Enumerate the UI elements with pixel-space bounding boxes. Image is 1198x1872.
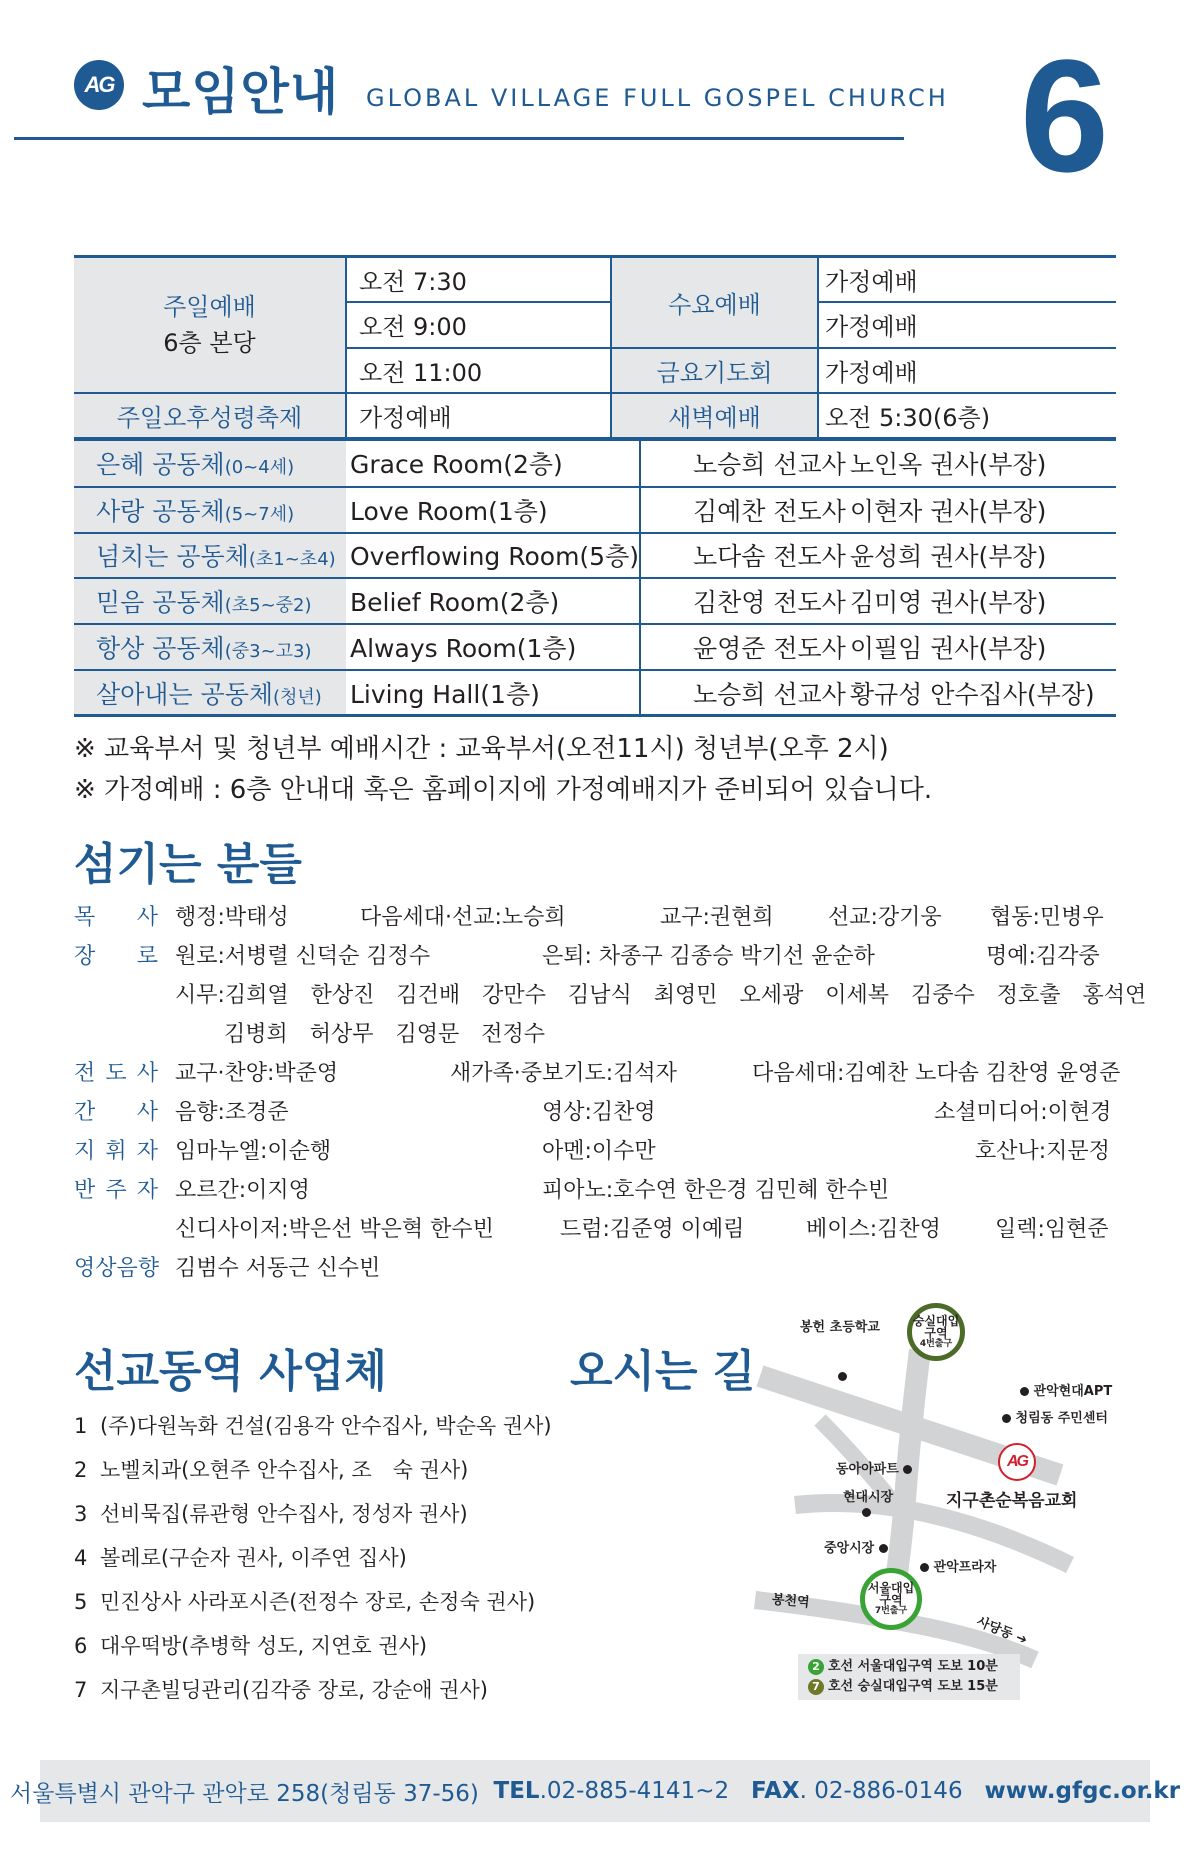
snu-station-marker: 서울대입구역 7번출구 xyxy=(860,1568,922,1630)
list-item: 5 민진상사 사라포시즌(전정수 장로, 손정숙 권사) xyxy=(74,1590,536,1614)
dawn-service-label: 새벽예배 xyxy=(611,393,818,439)
map-label-sadang: 사당동 ➔ xyxy=(974,1614,1030,1649)
list-item: 6 대우떡방(추병학 성도, 지연호 권사) xyxy=(74,1634,428,1658)
community-table xyxy=(74,441,1116,717)
community-pastor: 노승희 선교사 xyxy=(640,441,846,487)
table-row xyxy=(74,487,1116,533)
friday-prayer-value: 가정예배 xyxy=(818,348,1116,394)
location-map xyxy=(740,1300,1113,1700)
directions-section-title: 오시는 길 xyxy=(570,1346,756,1397)
walk-info-line: 2 호선 서울대입구역 도보 10분 xyxy=(808,1657,1010,1677)
table-row xyxy=(74,578,1116,624)
community-name: 사랑 공동체(5~7세) xyxy=(74,487,346,533)
community-leader: 윤성희 권사(부장) xyxy=(846,533,1116,579)
community-pastor: 노승희 선교사 xyxy=(640,670,846,716)
staff-label-secretary: 간 사 xyxy=(74,1100,158,1125)
sunday-afternoon-label: 주일오후성령축제 xyxy=(74,393,346,439)
staff-entry: 일렉:임현준 xyxy=(995,1217,1109,1242)
church-map-logo: AG xyxy=(998,1443,1036,1481)
staff-entry: 호산나:지문정 xyxy=(975,1139,1110,1164)
staff-entry: 김범수 서동근 신수빈 xyxy=(175,1256,381,1281)
community-room: Love Room(1층) xyxy=(346,487,640,533)
map-label-cheongnim: 청림동 주민센터 xyxy=(1002,1407,1108,1426)
staff-label-av: 영상음향 xyxy=(74,1256,160,1281)
staff-entry: 교구:권현희 xyxy=(660,905,774,930)
staff-entry: 원로:서병렬 신덕순 김정수 xyxy=(175,944,431,969)
staff-entry: 영상:김찬영 xyxy=(542,1100,656,1125)
map-label-church: 지구촌순복음교회 xyxy=(946,1491,1078,1511)
staff-label-pastor: 목 사 xyxy=(74,905,158,930)
staff-entry: 오르간:이지영 xyxy=(175,1178,310,1203)
sunday-service-label: 주일예배 6층 본당 xyxy=(74,257,346,394)
footer-website-link[interactable]: www.gfgc.or.kr xyxy=(984,1778,1181,1804)
community-room: Belief Room(2층) xyxy=(346,578,640,624)
community-name: 살아내는 공동체(청년) xyxy=(74,670,346,716)
community-name: 항상 공동체(중3~고3) xyxy=(74,624,346,670)
soongsil-station-marker: 숭실대입구역 4번출구 xyxy=(907,1303,965,1361)
community-leader: 황규성 안수집사(부장) xyxy=(846,670,1116,716)
community-name: 믿음 공동체(초5~중2) xyxy=(74,578,346,624)
staff-entry: 새가족·중보기도:김석자 xyxy=(450,1061,677,1086)
staff-label-evangelist: 전 도 사 xyxy=(74,1061,158,1086)
footer-address: 서울특별시 관악구 관악로 258(청림동 37-56) xyxy=(9,1780,479,1807)
staff-entry: 김병희 허상무 김영문 전정수 xyxy=(224,1022,546,1047)
map-label-gwanak-apt: 관악현대APT xyxy=(1020,1380,1112,1399)
page-header xyxy=(0,0,1198,205)
community-leader: 이필임 권사(부장) xyxy=(846,624,1116,670)
community-leader: 이현자 권사(부장) xyxy=(846,487,1116,533)
staff-label-accompanist: 반 주 자 xyxy=(74,1178,158,1203)
staff-section-title: 섬기는 분들 xyxy=(74,839,302,890)
staff-entry: 교구·찬양:박준영 xyxy=(175,1061,339,1086)
staff-entry: 명예:김각중 xyxy=(986,944,1100,969)
community-leader: 김미영 권사(부장) xyxy=(846,578,1116,624)
staff-entry: 베이스:김찬영 xyxy=(806,1217,941,1242)
list-item: 1 (주)다원녹화 건설(김용각 안수집사, 박순옥 권사) xyxy=(74,1414,552,1438)
footer-tel: .02-885-4141~2 xyxy=(539,1778,730,1804)
community-room: Living Hall(1층) xyxy=(346,670,640,716)
map-label-bongheon: 봉헌 초등학교 xyxy=(800,1320,880,1335)
table-row xyxy=(74,624,1116,670)
community-name: 넘치는 공동체(초1~초4) xyxy=(74,533,346,579)
sunday-time: 오전 9:00 xyxy=(346,302,611,348)
table-row xyxy=(74,441,1116,487)
community-pastor: 김예찬 전도사 xyxy=(640,487,846,533)
sunday-time: 오전 11:00 xyxy=(346,348,611,394)
staff-entry: 아멘:이수만 xyxy=(542,1139,656,1164)
sunday-afternoon-value: 가정예배 xyxy=(346,393,611,439)
wednesday-service-value: 가정예배 xyxy=(818,302,1116,348)
note-home-worship: ※ 가정예배 : 6층 안내대 혹은 홈페이지에 가정예배지가 준비되어 있습니다. xyxy=(74,775,933,805)
list-item: 4 볼레로(구순자 권사, 이주연 집사) xyxy=(74,1546,407,1570)
staff-entry: 소셜미디어:이현경 xyxy=(934,1100,1112,1125)
staff-entry: 임마누엘:이순행 xyxy=(175,1139,332,1164)
map-label-jungang-market: 중앙시장 xyxy=(824,1537,888,1556)
community-room: Grace Room(2층) xyxy=(346,441,640,487)
community-pastor: 윤영준 전도사 xyxy=(640,624,846,670)
map-label-bongcheon: 봉천역 xyxy=(771,1592,811,1611)
community-room: Overflowing Room(5층) xyxy=(346,533,640,579)
staff-entry: 음향:조경준 xyxy=(175,1100,289,1125)
map-label-gwanak-plaza: 관악프라자 xyxy=(920,1556,996,1575)
map-dot xyxy=(862,1508,871,1517)
map-label-hyundai-market: 현대시장 xyxy=(843,1490,894,1505)
community-room: Always Room(1층) xyxy=(346,624,640,670)
staff-label-conductor: 지 휘 자 xyxy=(74,1139,158,1164)
staff-label-elder: 장 로 xyxy=(74,944,158,969)
footer-fax-label: FAX xyxy=(751,1778,800,1804)
note-education-times: ※ 교육부서 및 청년부 예배시간 : 교육부서(오전11시) 청년부(오후 2시) xyxy=(74,734,889,764)
community-name: 은혜 공동체(0~4세) xyxy=(74,441,346,487)
community-pastor: 김찬영 전도사 xyxy=(640,578,846,624)
wednesday-service-label: 수요예배 xyxy=(611,257,818,348)
list-item: 2 노벨치과(오현주 안수집사, 조 숙 권사) xyxy=(74,1458,469,1482)
map-dot xyxy=(838,1372,847,1381)
sunday-time: 오전 7:30 xyxy=(346,257,611,303)
dawn-service-value: 오전 5:30(6층) xyxy=(818,393,1116,439)
table-row xyxy=(74,533,1116,579)
staff-entry: 드럼:김준영 이예림 xyxy=(560,1217,745,1242)
business-section-title: 선교동역 사업체 xyxy=(74,1346,387,1397)
list-item: 3 선비묵집(류관형 안수집사, 정성자 권사) xyxy=(74,1502,468,1526)
friday-prayer-label: 금요기도회 xyxy=(611,348,818,394)
staff-entry: 신디사이저:박은선 박은혁 한수빈 xyxy=(175,1217,494,1242)
staff-entry: 다음세대·선교:노승희 xyxy=(360,905,566,930)
community-leader: 노인옥 권사(부장) xyxy=(846,441,1116,487)
table-row xyxy=(74,670,1116,716)
staff-entry: 은퇴: 차종구 김종승 박기선 윤순하 xyxy=(542,944,875,969)
staff-entry: 시무:김희열 한상진 김건배 강만수 김남식 최영민 오세광 이세복 김중수 정호출 홍석연 xyxy=(175,983,1147,1008)
list-item: 7 지구촌빌딩관리(김각중 장로, 강순애 권사) xyxy=(74,1678,488,1702)
staff-entry: 피아노:호수연 한은경 김민혜 한수빈 xyxy=(542,1178,890,1203)
page-title: 모임안내 xyxy=(142,63,340,121)
staff-entry: 행정:박태성 xyxy=(175,905,289,930)
service-schedule-table xyxy=(74,255,1116,441)
header-divider xyxy=(14,137,904,140)
page-number: 6 xyxy=(1020,26,1109,205)
walk-info-box xyxy=(798,1654,1020,1700)
staff-entry: 다음세대:김예찬 노다솜 김찬영 윤영준 xyxy=(752,1061,1121,1086)
community-pastor: 노다솜 전도사 xyxy=(640,533,846,579)
footer-fax: . 02-886-0146 xyxy=(799,1778,963,1804)
footer-contact-bar xyxy=(9,1760,1181,1822)
walk-info-line: 7 호선 숭실대입구역 도보 15분 xyxy=(808,1677,1010,1697)
staff-entry: 협동:민병우 xyxy=(990,905,1104,930)
map-label-donga: 동아아파트 xyxy=(836,1458,912,1477)
staff-entry: 선교:강기웅 xyxy=(828,905,942,930)
footer-tel-label: TEL xyxy=(493,1778,540,1804)
wednesday-service-value: 가정예배 xyxy=(818,257,1116,303)
church-english-name: GLOBAL VILLAGE FULL GOSPEL CHURCH xyxy=(366,84,949,112)
church-logo: AG xyxy=(74,60,124,110)
